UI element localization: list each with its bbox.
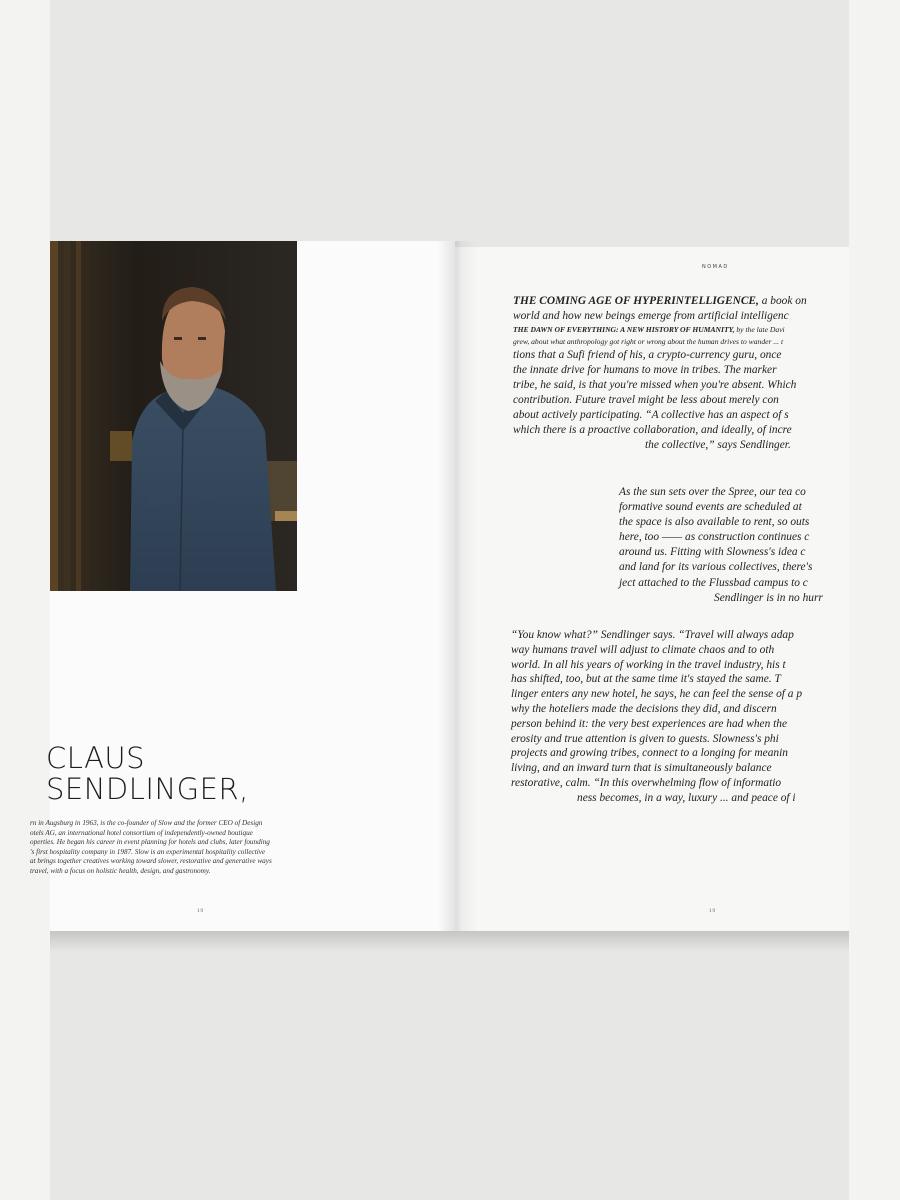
article-line: around us. Fitting with Slowness's idea c <box>619 546 806 559</box>
bio-line: 's first hospitality company in 1987. Slow is an experimental hospitality collective <box>30 847 266 856</box>
article-line: has shifted, too, but at the same time it's stayed the same. T <box>511 673 781 686</box>
name-line-last: SENDLINGER, <box>46 772 249 806</box>
article-line: “You know what?” Sendlinger says. “Travel will always adap <box>511 629 794 641</box>
article-line: and land for its various collectives, there's <box>619 561 813 574</box>
magazine-spread <box>30 241 849 931</box>
article-line: linger enters any new hotel, he says, he can feel the sense of a p <box>511 688 803 701</box>
article-line: world and how new beings emerge from artificial intelligenc <box>513 310 789 322</box>
article-paragraph-2 <box>619 485 823 606</box>
article-line: THE COMING AGE OF HYPERINTELLIGENCE, a book on <box>513 295 807 307</box>
running-head: NOMAD <box>702 264 729 270</box>
article-line: way humans travel will adjust to climate chaos and to oth <box>511 643 775 656</box>
right-page-number: 19 <box>709 909 716 914</box>
article-line: ness becomes, in a way, luxury ... and peace of i <box>577 791 796 804</box>
article-line: here, too —— as construction continues c <box>619 531 810 544</box>
article-line: the collective,” says Sendlinger. <box>645 439 791 451</box>
bio-line: rn in Augsburg in 1963, is the co-founder of Slow and the former CEO of Design <box>30 819 263 827</box>
article-line: projects and growing tribes, connect to a longing for meanin <box>511 747 788 760</box>
name-line-first: CLAUS <box>46 741 146 775</box>
bio-line: at brings together creatives working toward slower, restorative and generative ways <box>30 857 272 866</box>
bio-line: operties. He began his career in event planning for hotels and clubs, later founding <box>30 838 270 847</box>
article-line: Sendlinger is in no hurr <box>714 591 823 604</box>
right-page <box>455 247 849 931</box>
article-line: contribution. Future travel might be less about merely con <box>513 394 779 406</box>
article-line: As the sun sets over the Spree, our tea co <box>619 486 806 498</box>
article-line: ject attached to the Flussbad campus to c <box>619 576 808 589</box>
article-line: restorative, calm. “In this overwhelming flow of informatio <box>511 776 782 789</box>
article-line: person behind it: the very best experiences are had when the <box>511 717 788 730</box>
left-page <box>30 241 455 931</box>
portrait-photo <box>50 241 297 591</box>
article-line: tribe, he said, is that you're missed when you're absent. Which <box>513 379 797 391</box>
bio-line: otels AG, an international hotel consortium of independently-owned boutique <box>30 828 253 837</box>
article-line: which there is a proactive collaboration, and ideally, of incre <box>513 424 792 436</box>
bio-line: travel, with a focus on holistic health, design, and gastronomy. <box>30 866 211 875</box>
article-line: the innate drive for humans to move in tribes. The marker <box>513 364 777 376</box>
subject-bio <box>30 819 365 877</box>
article-line: THE DAWN OF EVERYTHING: A NEW HISTORY OF HUMANITY, by the late Davi <box>513 325 785 334</box>
article-line: formative sound events are scheduled at <box>619 501 802 514</box>
magazine-mockup <box>30 0 849 1200</box>
book-title: THE DAWN OF EVERYTHING: A NEW HISTORY OF HUMANITY, <box>513 325 735 334</box>
spine-gutter <box>438 241 478 931</box>
article-line: grew, about what anthropology got right or wrong about the human drives to wander ... t <box>513 337 784 346</box>
left-page-number: 19 <box>197 909 204 914</box>
article-line: living, and an inward turn that is simultaneously balance <box>511 762 772 775</box>
article-paragraph-1 <box>513 294 807 453</box>
article-paragraph-3 <box>511 628 802 806</box>
article-line: tions that a Sufi friend of his, a crypto-currency guru, once <box>513 349 782 361</box>
article-line: the space is also available to rent, so outs <box>619 516 810 529</box>
article-line: why the hoteliers made the decisions they did, and discern <box>511 702 777 715</box>
subject-name <box>46 743 249 805</box>
article-line: world. In all his years of working in the travel industry, his t <box>511 658 786 671</box>
article-line: erosity and true attention is given to guests. Slowness's phi <box>511 732 779 745</box>
article-line: about actively participating. “A collective has an aspect of s <box>513 409 789 421</box>
book-title: THE COMING AGE OF HYPERINTELLIGENCE, <box>513 295 759 307</box>
